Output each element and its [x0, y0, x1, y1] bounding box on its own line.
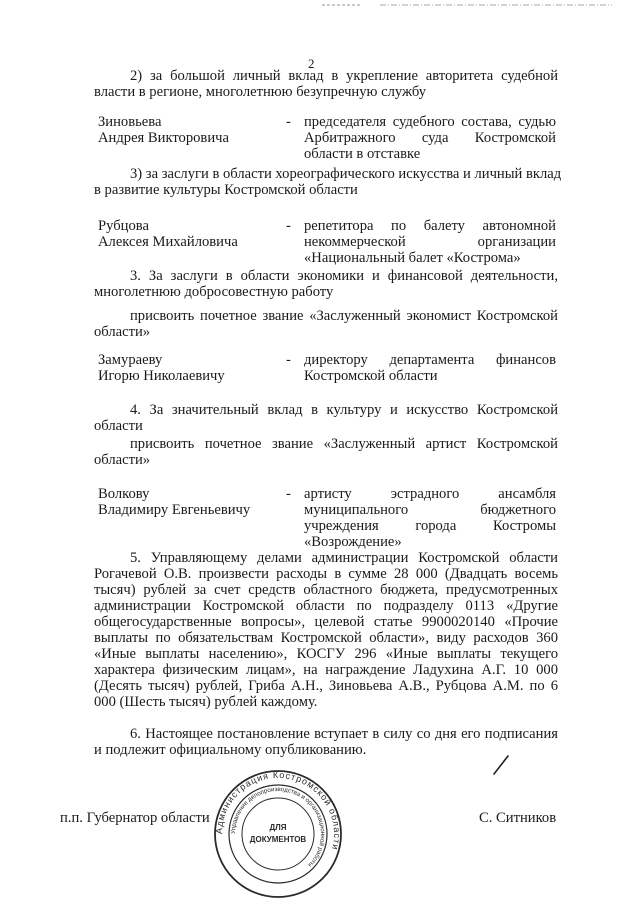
stamp-middle-ring — [229, 785, 327, 883]
item-3-dash: - — [286, 352, 291, 368]
signatory-title: п.п. Губернатор области — [60, 810, 210, 826]
item-4-position-line-4: «Возрождение» — [304, 534, 402, 550]
item-1-position-line-1: председателя судебного состава, судью — [304, 114, 556, 130]
item-1-name-line-2: Андрея Викторовича — [98, 130, 229, 146]
item-1-position — [304, 114, 556, 162]
item-1-position-line-2: Арбитражного суда Костромской — [304, 130, 556, 146]
item-4-heading — [94, 402, 558, 434]
scan-artifact — [322, 2, 622, 10]
item-4-name — [98, 486, 278, 518]
item-3-heading-line-2: многолетнюю добросовестную работу — [94, 284, 334, 300]
item-2-dash: - — [286, 218, 291, 234]
item-4-position-line-2: муниципального бюджетного — [304, 502, 556, 518]
item-2-name-line-1: Рубцова — [98, 218, 149, 234]
item-3-award — [94, 308, 558, 340]
item-2-heading-line-1: 3) за заслуги в области хореографического искусства и личный вклад — [130, 166, 562, 182]
item-4-award-line-1: присвоить почетное звание «Заслуженный артист Костромской — [130, 436, 558, 452]
stamp-center-line-1: ДЛЯ — [269, 823, 287, 832]
item-3-name-line-1: Замураеву — [98, 352, 163, 368]
item-1-position-line-3: области в отставке — [304, 146, 421, 162]
item-4-award-line-2: области» — [94, 452, 151, 468]
item-4-position-line-3: учреждения города Костромы — [304, 518, 556, 534]
item-4-heading-line-1: 4. За значительный вклад в культуру и искусство Костромской — [130, 402, 558, 418]
item-4-name-line-2: Владимиру Евгеньевичу — [98, 502, 251, 518]
paragraph-5: 5. Управляющему делами администрации Костромской области Рогачевой О.В. произвести расходы в сумме 28 000 (Двадцать восемь тысяч) рублей за счет средств областного бюджета, предусмотренных администрации Костромской области по подразделу 0113 «Другие общегосударственные вопросы», целевой статье 9900020140 «Прочие выплаты по обязательствам Костромской области», виду расходов 360 «Иные выплаты населению», КОСГУ 296 «Иные выплаты текущего характера физическим лицам», на награждение Ладухина А.Г. 10 000 (Десять тысяч) рублей, Гриба А.Н., Зиновьева А.В., Рубцова А.М. по 6 000 (Шесть тысяч) рублей каждому. — [94, 550, 558, 710]
signatory-name: С. Ситников — [479, 810, 557, 826]
item-2-heading-line-2: в развитие культуры Костромской области — [94, 182, 358, 198]
item-4-position-line-1: артисту эстрадного ансамбля — [304, 486, 556, 502]
item-4-award — [94, 436, 558, 468]
item-2-position-line-2: некоммерческой организации — [304, 234, 556, 250]
item-2-position — [304, 218, 556, 266]
item-1-heading — [94, 68, 558, 100]
item-1-heading-line-2: власти в регионе, многолетнюю безупречную службу — [94, 84, 427, 100]
item-2-position-line-1: репетитора по балету автономной — [304, 218, 556, 234]
page-number: 2 — [308, 56, 315, 71]
item-2-name-line-2: Алексея Михайловича — [98, 234, 238, 250]
item-3-award-line-1: присвоить почетное звание «Заслуженный экономист Костромской — [130, 308, 558, 324]
item-1-name — [98, 114, 278, 146]
item-3-heading — [94, 268, 558, 300]
item-1-heading-line-1: 2) за большой личный вклад в укрепление авторитета судебной — [130, 68, 558, 84]
item-1-dash: - — [286, 114, 291, 130]
stamp-center-line-2: ДОКУМЕНТОВ — [249, 835, 307, 844]
item-4-heading-line-2: области — [94, 418, 143, 434]
stamp-inner-ring — [242, 798, 314, 870]
paragraph-6: 6. Настоящее постановление вступает в силу со дня его подписания и подлежит официальному опубликованию. — [94, 726, 558, 758]
item-3-name — [98, 352, 278, 384]
item-4-dash: - — [286, 486, 291, 502]
item-4-position — [304, 486, 556, 550]
item-3-position-line-2: Костромской области — [304, 368, 438, 384]
stamp-outer-text: Администрация Костромской области — [213, 769, 343, 852]
stamp-inner-text: Управление делопроизводства и организационной работы — [229, 785, 327, 869]
item-3-award-line-2: области» — [94, 324, 151, 340]
signature-tick — [490, 752, 514, 778]
item-2-heading — [94, 166, 562, 198]
item-4-name-line-1: Волкову — [98, 486, 150, 502]
item-1-name-line-1: Зиновьева — [98, 114, 162, 130]
item-3-heading-line-1: 3. За заслуги в области экономики и финансовой деятельности, — [130, 268, 558, 284]
item-2-name — [98, 218, 278, 250]
item-3-position-line-1: директору департамента финансов — [304, 352, 556, 368]
official-stamp — [212, 768, 344, 900]
item-3-name-line-2: Игорю Николаевичу — [98, 368, 225, 384]
item-2-position-line-3: «Национальный балет «Кострома» — [304, 250, 521, 266]
item-3-position — [304, 352, 556, 384]
